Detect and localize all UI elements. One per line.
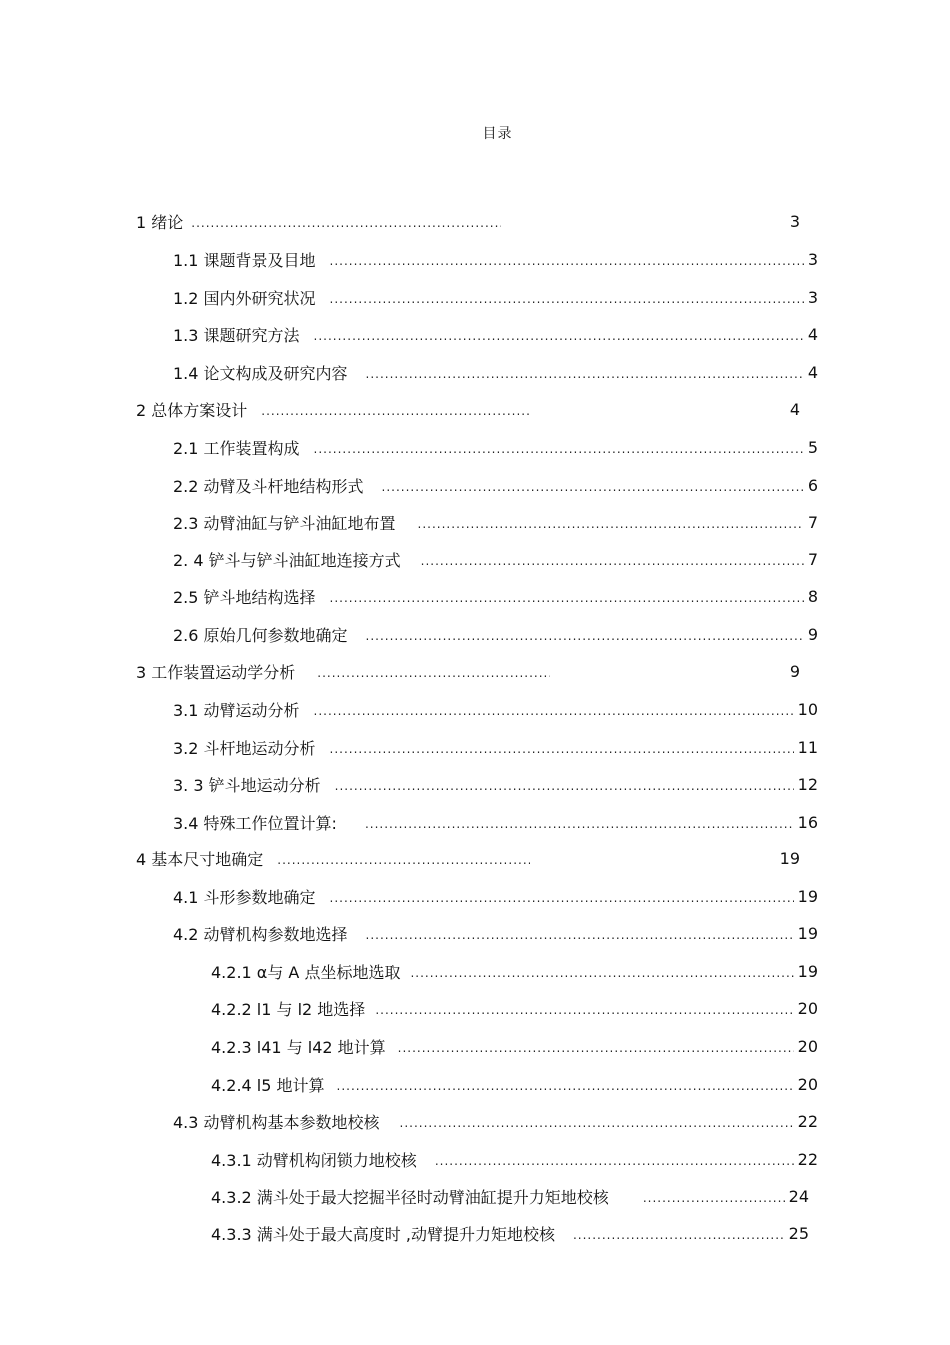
toc-leader: [314, 700, 794, 718]
toc-page-number: 22: [797, 1111, 818, 1131]
toc-leader: [191, 212, 501, 230]
toc-entry-label: 3.4 特殊工作位置计算:: [173, 813, 337, 833]
toc-entry[interactable]: [173, 547, 818, 571]
toc-page-number: 11: [797, 737, 818, 757]
toc-page-number: 19: [797, 961, 818, 981]
toc-page-number: 7: [807, 549, 818, 569]
toc-leader: [330, 587, 804, 605]
toc-leader: [317, 662, 550, 680]
toc-entry[interactable]: [173, 1109, 818, 1133]
toc-entry[interactable]: [211, 996, 818, 1020]
toc-entry[interactable]: [173, 360, 818, 384]
toc-entry-label: 1 绪论: [136, 212, 184, 232]
toc-entry[interactable]: [173, 510, 818, 534]
toc-leader: [335, 775, 794, 793]
toc-leader: [400, 1112, 794, 1130]
toc-leader: [421, 550, 804, 568]
toc-entry-label: 2 总体方案设计: [136, 400, 248, 420]
toc-entry[interactable]: [173, 584, 818, 608]
toc-entry-label: 2. 4 铲斗与铲斗油缸地连接方式: [173, 550, 401, 570]
toc-entry[interactable]: [211, 1184, 809, 1208]
toc-leader: [314, 325, 804, 343]
toc-entry-label: 2.5 铲斗地结构选择: [173, 587, 316, 607]
toc-entry-label: 4.3.2 满斗处于最大挖掘半径时动臂油缸提升力矩地校核: [211, 1187, 609, 1207]
toc-entry-label: 3. 3 铲斗地运动分析: [173, 775, 321, 795]
toc-page-number: 5: [807, 437, 818, 457]
toc-entry[interactable]: [173, 697, 818, 721]
toc-page-number: 19: [797, 923, 818, 943]
toc-page-number: 3: [807, 249, 818, 269]
toc-page-number: 9: [789, 661, 800, 681]
toc-leader: [365, 813, 794, 831]
toc-entry[interactable]: [173, 921, 818, 945]
toc-entry-label: 2.6 原始几何参数地确定: [173, 625, 348, 645]
toc-page-number: 24: [788, 1186, 809, 1206]
toc-leader: [418, 513, 804, 531]
toc-page-number: 20: [797, 1074, 818, 1094]
toc-page-number: 9: [807, 624, 818, 644]
toc-entry-label: 1.1 课题背景及目地: [173, 250, 316, 270]
toc-leader: [398, 1037, 794, 1055]
toc-leader: [366, 625, 804, 643]
toc-entry[interactable]: [173, 884, 818, 908]
toc-leader: [435, 1150, 794, 1168]
toc-page-number: 22: [797, 1149, 818, 1169]
toc-entry[interactable]: [136, 397, 800, 421]
toc-leader: [261, 400, 529, 418]
toc-page-number: 10: [797, 699, 818, 719]
toc-page-number: 8: [807, 586, 818, 606]
toc-entry[interactable]: [211, 1147, 818, 1171]
toc-entry-label: 4.3.1 动臂机构闭锁力地校核: [211, 1150, 417, 1170]
toc-entry-label: 1.3 课题研究方法: [173, 325, 300, 345]
toc-page-number: 3: [789, 211, 800, 231]
page-title: 目录: [482, 126, 513, 142]
toc-entry-label: 4.2 动臂机构参数地选择: [173, 924, 348, 944]
toc-leader: [330, 887, 794, 905]
toc-leader: [277, 849, 530, 867]
toc-leader: [330, 738, 794, 756]
toc-entry[interactable]: [173, 473, 818, 497]
toc-entry[interactable]: [173, 247, 818, 271]
toc-entry-label: 1.2 国内外研究状况: [173, 288, 316, 308]
toc-page-number: 16: [797, 812, 818, 832]
toc-entry[interactable]: [136, 209, 800, 233]
toc-page-number: 6: [807, 475, 818, 495]
toc-entry-label: 3.1 动臂运动分析: [173, 700, 300, 720]
toc-entry-label: 4.3.3 满斗处于最大高度时 ,动臂提升力矩地校核: [211, 1224, 555, 1244]
toc-page-number: 4: [807, 324, 818, 344]
toc-page-number: 25: [788, 1223, 809, 1243]
toc-entry-label: 3 工作装置运动学分析: [136, 662, 296, 682]
toc-entry-label: 4.1 斗形参数地确定: [173, 887, 316, 907]
toc-entry-label: 2.2 动臂及斗杆地结构形式: [173, 476, 364, 496]
toc-entry[interactable]: [173, 435, 818, 459]
toc-page-number: 19: [797, 886, 818, 906]
toc-page-number: 12: [797, 774, 818, 794]
toc-entry[interactable]: [136, 659, 800, 683]
toc-leader: [366, 363, 804, 381]
toc-entry-label: 4 基本尺寸地确定: [136, 849, 264, 869]
toc-page-number: 20: [797, 998, 818, 1018]
toc-entry-label: 4.3 动臂机构基本参数地校核: [173, 1112, 380, 1132]
toc-entry-label: 3.2 斗杆地运动分析: [173, 738, 316, 758]
toc-page-number: 7: [807, 512, 818, 532]
toc-entry[interactable]: [211, 959, 818, 983]
toc-entry-label: 2.3 动臂油缸与铲斗油缸地布置: [173, 513, 396, 533]
toc-entry[interactable]: [173, 735, 818, 759]
toc-entry-label: 4.2.2 l1 与 l2 地选择: [211, 999, 366, 1019]
toc-leader: [330, 288, 804, 306]
toc-entry[interactable]: [211, 1221, 809, 1245]
toc-entry-label: 4.2.1 α与 A 点坐标地选取: [211, 962, 401, 982]
toc-entry[interactable]: [173, 810, 818, 834]
toc-entry[interactable]: [173, 285, 818, 309]
toc-entry[interactable]: [211, 1072, 818, 1096]
toc-page-number: 20: [797, 1036, 818, 1056]
toc-entry-label: 4.2.3 l41 与 l42 地计算: [211, 1037, 386, 1057]
toc-page-number: 4: [807, 362, 818, 382]
toc-entry[interactable]: [173, 622, 818, 646]
toc-leader: [366, 924, 794, 942]
toc-leader: [375, 999, 793, 1017]
toc-leader: [337, 1075, 794, 1093]
toc-leader: [643, 1187, 785, 1205]
toc-entry-label: 2.1 工作装置构成: [173, 438, 300, 458]
toc-page-number: 19: [779, 848, 800, 868]
toc-leader: [330, 250, 804, 268]
toc-entry[interactable]: [211, 1034, 818, 1058]
toc-entry-label: 1.4 论文构成及研究内容: [173, 363, 348, 383]
toc-leader: [410, 962, 793, 980]
toc-entry-label: 4.2.4 l5 地计算: [211, 1075, 325, 1095]
toc-page-number: 4: [789, 399, 800, 419]
toc-leader: [314, 438, 804, 456]
toc-entry[interactable]: [173, 772, 818, 796]
toc-leader: [382, 476, 804, 494]
toc-entry[interactable]: [173, 322, 818, 346]
toc-leader: [573, 1224, 785, 1242]
toc-page-number: 3: [807, 287, 818, 307]
toc-entry[interactable]: [136, 846, 800, 870]
